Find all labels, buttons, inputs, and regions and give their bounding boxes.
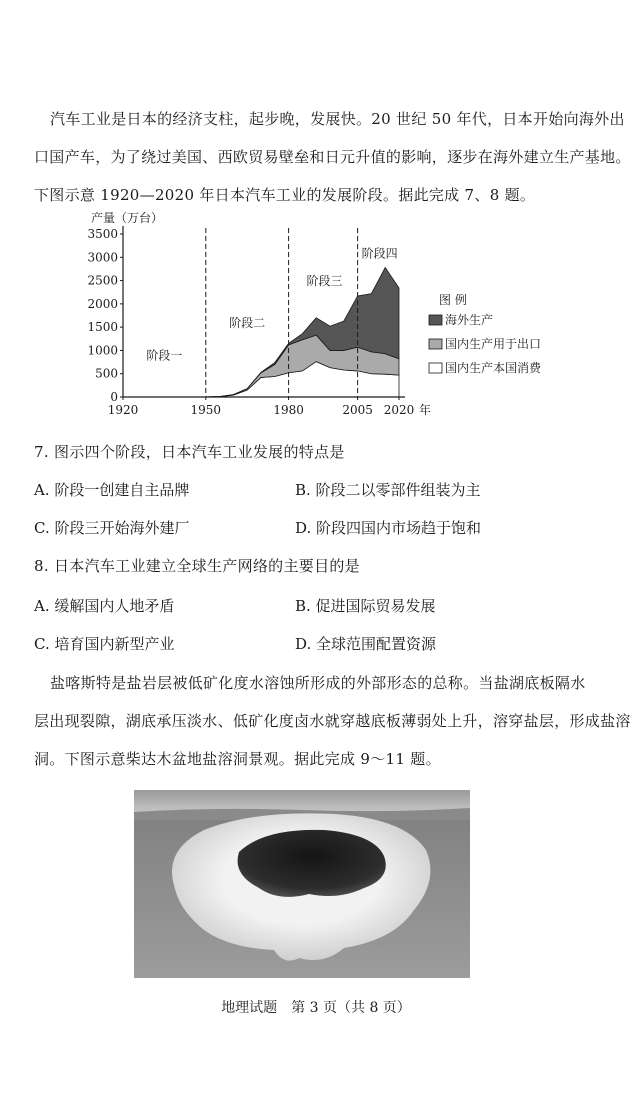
y-tick-label-6: 3000	[87, 250, 118, 265]
y-tick-label-5: 2500	[87, 273, 118, 288]
passage-2-line-3: 洞。下图示意柴达木盆地盐溶洞景观。据此完成 9～11 题。	[34, 750, 441, 768]
question-8-option-a: A. 缓解国内人地矛盾	[34, 597, 175, 615]
passage-1-line-3: 下图示意 1920—2020 年日本汽车工业的发展阶段。据此完成 7、8 题。	[34, 186, 536, 204]
x-tick-label-4: 2020	[383, 403, 415, 417]
legend-title: 图 例	[439, 293, 467, 307]
legend-label-1: 国内生产用于出口	[445, 337, 542, 351]
question-7-stem: 7. 图示四个阶段，日本汽车工业发展的特点是	[34, 443, 345, 461]
y-tick-label-4: 2000	[87, 296, 118, 311]
passage-2-line-1: 盐喀斯特是盐岩层被低矿化度水溶蚀所形成的外部形态的总称。当盐湖底板隔水	[50, 674, 586, 692]
legend-label-0: 国内生产本国消费	[445, 361, 542, 375]
question-8-option-b: B. 促进国际贸易发展	[295, 597, 436, 615]
question-7-option-b: B. 阶段二以零部件组装为主	[295, 481, 481, 499]
dissolution-hole	[238, 830, 386, 897]
x-tick-label-2: 1980	[273, 403, 304, 417]
page-footer: 地理试题 第 3 页（共 8 页）	[221, 1000, 411, 1016]
passage-2-line-2: 层出现裂隙，湖底承压淡水、低矿化度卤水就穿越底板薄弱处上升，溶穿盐层，形成盐溶	[34, 712, 631, 730]
passage-1-line-2: 口国产车，为了绕过美国、西欧贸易壁垒和日元升值的影响，逐步在海外建立生产基地。	[34, 148, 631, 166]
question-8-option-d: D. 全球范围配置资源	[295, 635, 437, 653]
salt-karst-photo	[134, 790, 470, 978]
y-axis-title: 产量（万台）	[91, 212, 164, 225]
legend-label-2: 海外生产	[445, 313, 494, 327]
question-8-option-c: C. 培育国内新型产业	[34, 635, 175, 653]
question-7-option-c: C. 阶段三开始海外建厂	[34, 519, 190, 537]
stage-label-4: 阶段四	[361, 246, 398, 261]
x-tick-label-1: 1950	[190, 403, 222, 417]
x-tick-label-3: 2005	[342, 403, 373, 417]
stage-label-3: 阶段三	[306, 274, 343, 289]
stage-label-1: 阶段一	[146, 348, 183, 363]
passage-1-line-1: 汽车工业是日本的经济支柱，起步晚，发展快。20 世纪 50 年代，日本开始向海外出	[50, 110, 625, 128]
x-tick-label-0: 1920	[107, 403, 139, 417]
question-7-option-d: D. 阶段四国内市场趋于饱和	[295, 519, 482, 537]
question-7-option-a: A. 阶段一创建自主品牌	[34, 481, 190, 499]
y-tick-label-2: 1000	[87, 343, 118, 358]
stage-label-2: 阶段二	[229, 316, 266, 331]
y-tick-label-7: 3500	[87, 227, 118, 241]
y-tick-label-3: 1500	[87, 320, 118, 335]
legend-swatch-0	[429, 363, 442, 373]
y-tick-label-1: 500	[95, 366, 118, 381]
legend-swatch-1	[429, 339, 442, 349]
x-axis-unit: 年	[418, 403, 432, 417]
auto-industry-chart	[85, 212, 565, 420]
y-tick-label-0: 0	[110, 390, 118, 404]
legend-swatch-2	[429, 315, 442, 325]
question-8-stem: 8. 日本汽车工业建立全球生产网络的主要目的是	[34, 557, 360, 575]
